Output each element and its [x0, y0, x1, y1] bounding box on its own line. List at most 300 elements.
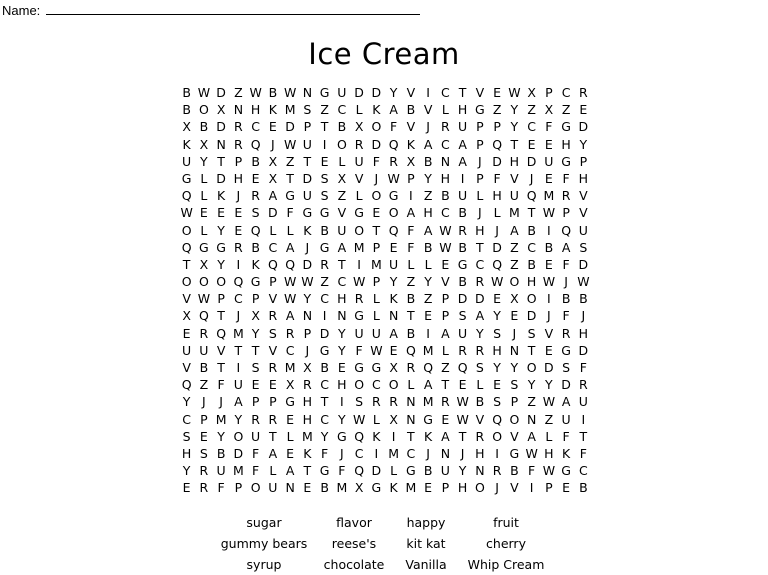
grid-letter[interactable]: D: [526, 308, 537, 324]
grid-letter[interactable]: N: [233, 102, 244, 118]
grid-letter[interactable]: C: [527, 239, 536, 255]
grid-letter[interactable]: G: [285, 394, 295, 410]
grid-letter[interactable]: T: [303, 463, 312, 479]
grid-letter[interactable]: R: [199, 325, 209, 341]
grid-letter[interactable]: W: [283, 291, 297, 307]
grid-letter[interactable]: O: [371, 119, 382, 135]
grid-letter[interactable]: X: [268, 153, 278, 169]
grid-letter[interactable]: D: [492, 239, 502, 255]
grid-letter[interactable]: L: [545, 428, 553, 444]
grid-letter[interactable]: B: [510, 463, 519, 479]
grid-letter[interactable]: N: [388, 308, 399, 324]
grid-letter[interactable]: J: [340, 445, 344, 461]
grid-letter[interactable]: E: [424, 480, 433, 496]
grid-letter[interactable]: A: [389, 325, 398, 341]
grid-letter[interactable]: Y: [424, 274, 432, 290]
grid-letter[interactable]: B: [423, 463, 433, 479]
grid-letter[interactable]: I: [391, 428, 396, 444]
grid-letter[interactable]: G: [561, 153, 571, 169]
grid-letter[interactable]: E: [286, 411, 295, 427]
grid-letter[interactable]: V: [268, 342, 278, 358]
grid-letter[interactable]: M: [422, 342, 434, 358]
grid-letter[interactable]: Y: [338, 325, 346, 341]
grid-letter[interactable]: Q: [181, 188, 192, 204]
grid-letter[interactable]: D: [457, 291, 468, 307]
grid-letter[interactable]: V: [475, 411, 485, 427]
grid-letter[interactable]: U: [251, 428, 261, 444]
grid-letter[interactable]: X: [303, 360, 312, 375]
grid-letter[interactable]: Q: [233, 274, 244, 290]
grid-letter[interactable]: E: [303, 480, 312, 496]
grid-letter[interactable]: O: [388, 377, 399, 393]
grid-letter[interactable]: N: [302, 308, 313, 324]
grid-letter[interactable]: G: [354, 308, 364, 324]
grid-letter[interactable]: J: [305, 239, 310, 255]
grid-letter[interactable]: N: [406, 394, 416, 410]
grid-letter[interactable]: V: [354, 170, 364, 186]
grid-letter[interactable]: D: [578, 256, 589, 272]
grid-letter[interactable]: R: [406, 360, 416, 375]
grid-letter[interactable]: Z: [337, 188, 347, 204]
grid-letter[interactable]: V: [216, 342, 226, 358]
grid-letter[interactable]: R: [579, 377, 588, 393]
name-blank-line[interactable]: [46, 2, 420, 15]
grid-letter[interactable]: I: [547, 222, 551, 238]
grid-letter[interactable]: M: [284, 360, 296, 375]
grid-letter[interactable]: B: [182, 102, 191, 118]
grid-letter[interactable]: K: [389, 480, 398, 496]
grid-letter[interactable]: U: [389, 256, 399, 272]
grid-letter[interactable]: G: [406, 463, 416, 479]
grid-letter[interactable]: C: [268, 239, 278, 255]
grid-letter[interactable]: Y: [424, 170, 432, 186]
grid-letter[interactable]: A: [337, 239, 347, 255]
grid-letter[interactable]: Q: [216, 325, 227, 341]
grid-letter[interactable]: U: [578, 222, 588, 238]
grid-letter[interactable]: Q: [492, 411, 503, 427]
grid-letter[interactable]: P: [441, 308, 450, 324]
grid-letter[interactable]: H: [509, 153, 520, 169]
grid-letter[interactable]: W: [439, 222, 452, 238]
grid-letter[interactable]: Z: [510, 239, 519, 255]
grid-letter[interactable]: X: [216, 102, 226, 118]
grid-letter[interactable]: E: [217, 205, 226, 221]
grid-letter[interactable]: I: [581, 411, 586, 427]
grid-letter[interactable]: U: [337, 85, 347, 100]
grid-letter[interactable]: R: [234, 239, 243, 255]
grid-letter[interactable]: O: [181, 274, 192, 290]
grid-letter[interactable]: Y: [389, 85, 398, 100]
grid-letter[interactable]: W: [283, 136, 297, 152]
grid-letter[interactable]: X: [389, 411, 398, 427]
grid-letter[interactable]: Z: [234, 85, 243, 100]
grid-letter[interactable]: T: [269, 428, 277, 444]
grid-letter[interactable]: I: [322, 308, 327, 324]
grid-letter[interactable]: Y: [217, 428, 225, 444]
grid-letter[interactable]: C: [320, 377, 329, 393]
grid-letter[interactable]: D: [475, 291, 485, 307]
grid-letter[interactable]: R: [561, 325, 571, 341]
grid-letter[interactable]: Q: [561, 222, 572, 238]
grid-letter[interactable]: Y: [182, 463, 191, 479]
grid-letter[interactable]: F: [493, 170, 501, 186]
grid-letter[interactable]: Q: [388, 136, 399, 152]
grid-letter[interactable]: T: [251, 342, 260, 358]
grid-letter[interactable]: C: [579, 463, 588, 479]
grid-letter[interactable]: U: [233, 377, 243, 393]
grid-letter[interactable]: F: [407, 239, 415, 255]
grid-letter[interactable]: B: [458, 205, 467, 221]
grid-letter[interactable]: T: [234, 342, 243, 358]
grid-letter[interactable]: I: [340, 394, 344, 410]
grid-letter[interactable]: F: [321, 445, 329, 461]
grid-letter[interactable]: Y: [493, 308, 501, 324]
grid-letter[interactable]: G: [354, 205, 364, 221]
grid-letter[interactable]: E: [579, 102, 588, 118]
grid-letter[interactable]: X: [510, 291, 519, 307]
grid-letter[interactable]: V: [182, 291, 191, 307]
grid-letter[interactable]: N: [526, 411, 537, 427]
grid-letter[interactable]: D: [233, 445, 244, 461]
grid-letter[interactable]: Q: [354, 428, 365, 444]
grid-letter[interactable]: G: [199, 239, 209, 255]
grid-letter[interactable]: P: [269, 394, 277, 410]
grid-letter[interactable]: S: [475, 360, 484, 375]
grid-letter[interactable]: M: [232, 463, 244, 479]
grid-letter[interactable]: N: [216, 136, 226, 152]
grid-letter[interactable]: T: [217, 153, 225, 169]
grid-letter[interactable]: Q: [181, 377, 192, 393]
grid-letter[interactable]: E: [458, 377, 467, 393]
grid-letter[interactable]: V: [510, 480, 519, 496]
grid-letter[interactable]: R: [389, 394, 398, 410]
grid-letter[interactable]: X: [285, 377, 295, 393]
grid-letter[interactable]: L: [390, 463, 398, 479]
grid-letter[interactable]: R: [354, 291, 364, 307]
grid-letter[interactable]: E: [544, 136, 553, 152]
grid-letter[interactable]: E: [510, 308, 519, 324]
grid-letter[interactable]: H: [561, 136, 571, 152]
grid-letter[interactable]: R: [475, 428, 485, 444]
grid-letter[interactable]: K: [182, 136, 191, 152]
grid-letter[interactable]: K: [268, 102, 277, 118]
grid-letter[interactable]: L: [424, 256, 432, 272]
grid-letter[interactable]: L: [372, 411, 380, 427]
grid-letter[interactable]: K: [562, 445, 571, 461]
grid-letter[interactable]: O: [388, 205, 399, 221]
grid-letter[interactable]: F: [579, 445, 587, 461]
grid-letter[interactable]: U: [302, 188, 312, 204]
grid-letter[interactable]: V: [510, 428, 519, 444]
grid-letter[interactable]: O: [526, 360, 537, 375]
grid-letter[interactable]: S: [251, 205, 260, 221]
grid-letter[interactable]: R: [285, 325, 295, 341]
grid-letter[interactable]: R: [389, 153, 398, 169]
grid-letter[interactable]: Q: [181, 239, 192, 255]
grid-letter[interactable]: I: [547, 291, 551, 307]
grid-letter[interactable]: N: [475, 463, 485, 479]
grid-letter[interactable]: P: [251, 394, 260, 410]
grid-letter[interactable]: R: [234, 136, 243, 152]
grid-letter[interactable]: Z: [423, 291, 433, 307]
grid-letter[interactable]: P: [234, 480, 243, 496]
grid-letter[interactable]: S: [527, 325, 536, 341]
grid-letter[interactable]: M: [215, 411, 227, 427]
grid-letter[interactable]: Z: [527, 102, 536, 118]
grid-letter[interactable]: P: [303, 119, 312, 135]
grid-letter[interactable]: E: [182, 480, 191, 496]
grid-letter[interactable]: J: [236, 308, 241, 324]
grid-letter[interactable]: C: [475, 256, 485, 272]
grid-letter[interactable]: C: [561, 85, 571, 100]
grid-letter[interactable]: H: [475, 222, 485, 238]
grid-letter[interactable]: Z: [492, 102, 502, 118]
grid-letter[interactable]: V: [579, 205, 588, 221]
grid-letter[interactable]: W: [249, 85, 262, 100]
grid-letter[interactable]: P: [493, 119, 501, 135]
grid-letter[interactable]: S: [182, 428, 191, 444]
grid-letter[interactable]: T: [476, 239, 484, 255]
grid-letter[interactable]: H: [578, 170, 589, 186]
grid-letter[interactable]: G: [475, 102, 485, 118]
grid-letter[interactable]: G: [337, 428, 347, 444]
grid-letter[interactable]: W: [387, 170, 400, 186]
grid-letter[interactable]: O: [354, 222, 365, 238]
grid-letter[interactable]: G: [319, 239, 330, 255]
grid-letter[interactable]: E: [544, 342, 553, 358]
grid-letter[interactable]: I: [322, 136, 327, 152]
grid-letter[interactable]: X: [251, 308, 260, 324]
grid-letter[interactable]: H: [337, 377, 347, 393]
grid-letter[interactable]: A: [406, 205, 416, 221]
grid-letter[interactable]: Y: [510, 102, 519, 118]
grid-letter[interactable]: G: [561, 119, 571, 135]
grid-letter[interactable]: C: [406, 445, 416, 461]
grid-letter[interactable]: D: [216, 85, 226, 100]
grid-letter[interactable]: X: [354, 119, 364, 135]
grid-letter[interactable]: Q: [250, 136, 261, 152]
grid-letter[interactable]: I: [236, 256, 241, 272]
grid-letter[interactable]: W: [301, 274, 314, 290]
grid-letter[interactable]: V: [510, 170, 519, 186]
grid-letter[interactable]: G: [423, 411, 433, 427]
grid-letter[interactable]: R: [492, 463, 502, 479]
grid-letter[interactable]: P: [562, 205, 570, 221]
grid-letter[interactable]: P: [545, 480, 553, 496]
grid-letter[interactable]: Y: [338, 342, 346, 358]
grid-letter[interactable]: Z: [441, 360, 450, 375]
grid-letter[interactable]: A: [561, 394, 571, 410]
grid-letter[interactable]: E: [199, 205, 208, 221]
grid-letter[interactable]: K: [251, 256, 260, 272]
grid-letter[interactable]: V: [579, 188, 588, 204]
grid-letter[interactable]: L: [286, 428, 294, 444]
grid-letter[interactable]: J: [581, 308, 586, 324]
grid-letter[interactable]: A: [423, 136, 433, 152]
grid-letter[interactable]: B: [320, 222, 329, 238]
grid-letter[interactable]: H: [423, 205, 433, 221]
grid-letter[interactable]: X: [337, 170, 347, 186]
grid-letter[interactable]: J: [305, 342, 310, 358]
grid-letter[interactable]: N: [509, 342, 520, 358]
grid-letter[interactable]: D: [354, 85, 364, 100]
grid-letter[interactable]: T: [286, 170, 294, 186]
grid-letter[interactable]: U: [578, 394, 588, 410]
grid-letter[interactable]: E: [372, 205, 381, 221]
grid-letter[interactable]: C: [320, 291, 329, 307]
grid-letter[interactable]: X: [527, 85, 536, 100]
grid-letter[interactable]: Z: [423, 188, 433, 204]
grid-letter[interactable]: Q: [526, 188, 537, 204]
grid-letter[interactable]: F: [390, 119, 398, 135]
grid-letter[interactable]: G: [457, 256, 468, 272]
grid-letter[interactable]: T: [579, 428, 588, 444]
grid-letter[interactable]: M: [508, 205, 520, 221]
grid-letter[interactable]: U: [199, 342, 209, 358]
grid-letter[interactable]: H: [181, 445, 192, 461]
grid-letter[interactable]: A: [510, 222, 519, 238]
grid-letter[interactable]: Y: [251, 325, 260, 341]
grid-letter[interactable]: L: [407, 377, 415, 393]
grid-letter[interactable]: G: [250, 274, 261, 290]
grid-letter[interactable]: V: [406, 85, 416, 100]
grid-letter[interactable]: O: [198, 102, 209, 118]
grid-letter[interactable]: I: [426, 85, 430, 100]
grid-letter[interactable]: O: [216, 274, 227, 290]
grid-letter[interactable]: I: [495, 445, 499, 461]
grid-letter[interactable]: S: [303, 102, 312, 118]
grid-letter[interactable]: V: [475, 85, 485, 100]
grid-letter[interactable]: R: [475, 342, 485, 358]
grid-letter[interactable]: G: [319, 342, 330, 358]
grid-letter[interactable]: C: [527, 119, 536, 135]
grid-letter[interactable]: S: [320, 188, 329, 204]
grid-letter[interactable]: U: [371, 325, 381, 341]
grid-letter[interactable]: A: [441, 428, 450, 444]
grid-letter[interactable]: Z: [320, 274, 329, 290]
grid-letter[interactable]: B: [320, 480, 329, 496]
grid-letter[interactable]: R: [458, 222, 467, 238]
grid-letter[interactable]: P: [476, 170, 484, 186]
grid-letter[interactable]: I: [426, 325, 430, 341]
grid-letter[interactable]: B: [268, 85, 278, 100]
grid-letter[interactable]: R: [354, 136, 364, 152]
grid-letter[interactable]: N: [406, 411, 416, 427]
grid-letter[interactable]: I: [357, 256, 361, 272]
grid-letter[interactable]: F: [528, 463, 536, 479]
grid-letter[interactable]: X: [354, 480, 364, 496]
grid-letter[interactable]: Z: [406, 274, 416, 290]
grid-letter[interactable]: B: [527, 256, 536, 272]
grid-letter[interactable]: E: [320, 153, 329, 169]
grid-letter[interactable]: Y: [338, 411, 346, 427]
grid-letter[interactable]: F: [286, 205, 294, 221]
grid-letter[interactable]: H: [457, 102, 468, 118]
grid-letter[interactable]: F: [545, 119, 553, 135]
grid-letter[interactable]: M: [301, 428, 313, 444]
grid-letter[interactable]: B: [527, 222, 536, 238]
grid-letter[interactable]: F: [338, 463, 346, 479]
grid-letter[interactable]: U: [544, 153, 554, 169]
grid-letter[interactable]: H: [302, 411, 313, 427]
grid-letter[interactable]: X: [389, 360, 398, 375]
grid-letter[interactable]: P: [545, 85, 553, 100]
grid-letter[interactable]: X: [182, 119, 191, 135]
grid-letter[interactable]: S: [320, 170, 329, 186]
grid-letter[interactable]: X: [406, 153, 416, 169]
grid-letter[interactable]: G: [319, 463, 330, 479]
grid-letter[interactable]: W: [525, 445, 538, 461]
grid-letter[interactable]: Q: [492, 136, 503, 152]
grid-letter[interactable]: E: [234, 205, 243, 221]
grid-letter[interactable]: U: [302, 136, 312, 152]
grid-letter[interactable]: J: [564, 274, 568, 290]
grid-letter[interactable]: A: [561, 239, 571, 255]
grid-letter[interactable]: P: [303, 325, 312, 341]
grid-letter[interactable]: F: [579, 360, 587, 375]
grid-letter[interactable]: R: [372, 394, 381, 410]
grid-letter[interactable]: H: [440, 170, 451, 186]
grid-letter[interactable]: Y: [510, 119, 519, 135]
grid-letter[interactable]: L: [200, 222, 208, 238]
grid-letter[interactable]: P: [441, 480, 450, 496]
grid-letter[interactable]: N: [337, 308, 347, 324]
grid-letter[interactable]: L: [355, 102, 363, 118]
grid-letter[interactable]: C: [441, 136, 450, 152]
grid-letter[interactable]: I: [374, 445, 379, 461]
grid-letter[interactable]: E: [389, 342, 398, 358]
grid-letter[interactable]: B: [337, 119, 347, 135]
grid-letter[interactable]: X: [199, 136, 209, 152]
grid-letter[interactable]: Z: [527, 394, 536, 410]
grid-letter[interactable]: O: [354, 377, 365, 393]
grid-letter[interactable]: U: [354, 153, 364, 169]
grid-letter[interactable]: D: [302, 256, 313, 272]
grid-letter[interactable]: H: [492, 342, 502, 358]
grid-letter[interactable]: P: [234, 153, 243, 169]
grid-letter[interactable]: E: [441, 411, 450, 427]
grid-letter[interactable]: B: [423, 239, 433, 255]
grid-letter[interactable]: S: [251, 360, 260, 375]
grid-letter[interactable]: B: [441, 188, 450, 204]
grid-letter[interactable]: P: [441, 291, 450, 307]
grid-letter[interactable]: T: [303, 153, 312, 169]
grid-letter[interactable]: D: [285, 119, 295, 135]
grid-letter[interactable]: L: [441, 342, 449, 358]
grid-letter[interactable]: O: [526, 291, 537, 307]
grid-letter[interactable]: A: [285, 308, 295, 324]
grid-letter[interactable]: F: [562, 170, 570, 186]
grid-letter[interactable]: T: [372, 222, 381, 238]
grid-letter[interactable]: C: [441, 205, 450, 221]
grid-letter[interactable]: C: [251, 119, 260, 135]
grid-letter[interactable]: C: [441, 85, 450, 100]
grid-letter[interactable]: R: [458, 342, 467, 358]
grid-letter[interactable]: F: [562, 308, 570, 324]
grid-letter[interactable]: T: [458, 428, 467, 444]
grid-letter[interactable]: B: [406, 291, 416, 307]
grid-letter[interactable]: O: [509, 274, 520, 290]
grid-letter[interactable]: R: [199, 463, 209, 479]
grid-letter[interactable]: G: [388, 188, 399, 204]
grid-letter[interactable]: B: [579, 291, 588, 307]
grid-letter[interactable]: O: [492, 428, 503, 444]
grid-letter[interactable]: D: [268, 205, 278, 221]
grid-letter[interactable]: B: [199, 360, 209, 375]
grid-letter[interactable]: L: [476, 188, 484, 204]
grid-letter[interactable]: A: [458, 153, 467, 169]
grid-letter[interactable]: O: [336, 136, 347, 152]
